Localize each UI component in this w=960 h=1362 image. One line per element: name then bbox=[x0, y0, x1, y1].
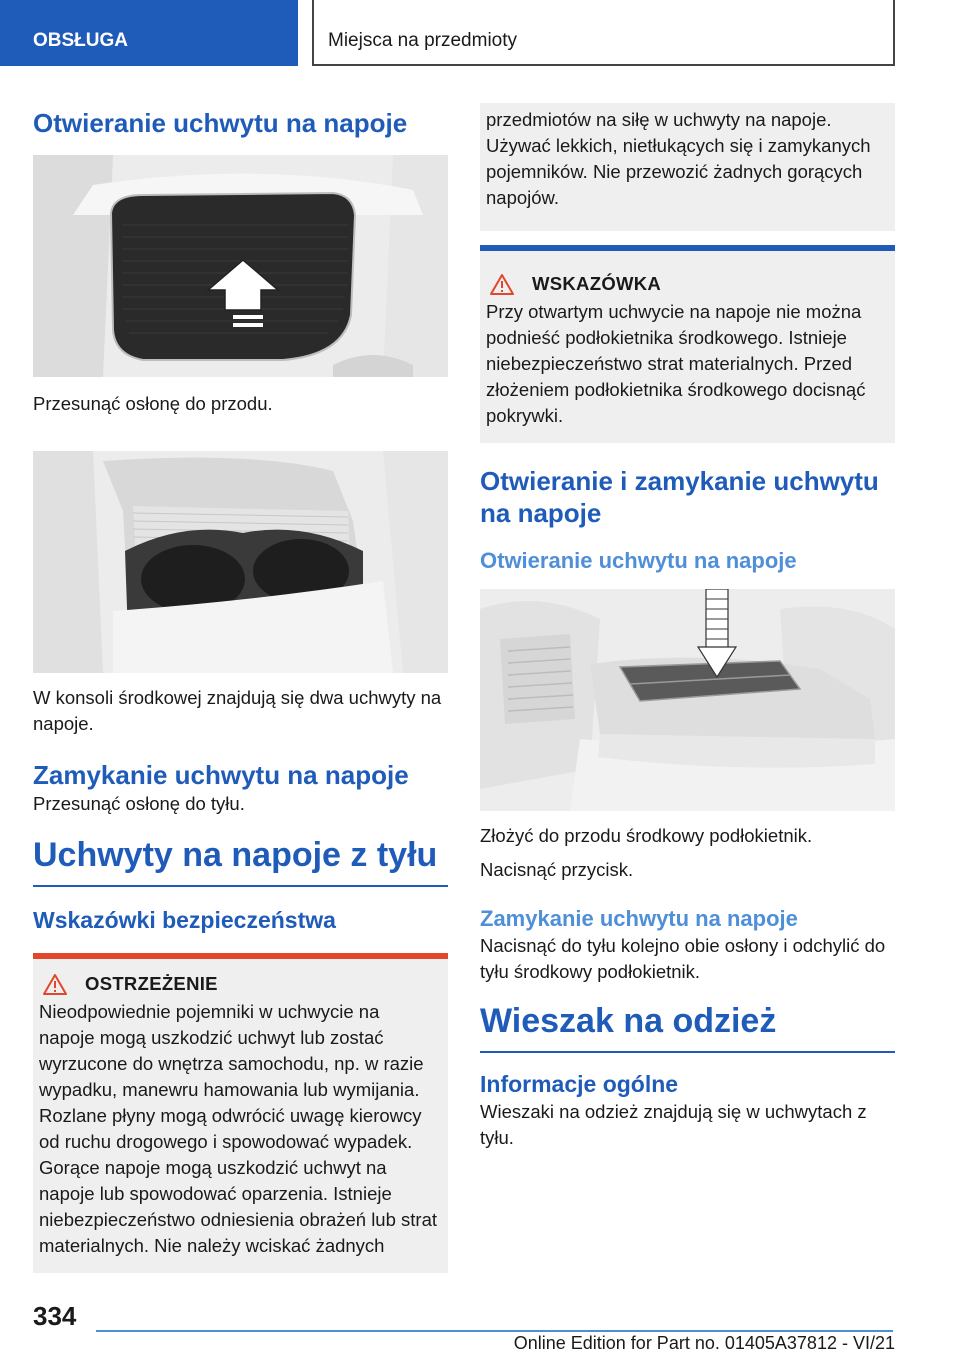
warning-header bbox=[39, 973, 440, 995]
chapter-title: Miejsca na przedmioty bbox=[312, 0, 895, 66]
left-column bbox=[33, 95, 448, 1273]
warning-text: Nieodpowiednie pojemniki w uchwycie na napoje mogą uszkodzić uchwyt lub zostać wyrzucone do wnętrza samochodu, np. w razie wypadku, manewru hamowania lub wymijania. Rozlane płyny mogą odwrócić uwagę kierowcy od ruchu drogowego i spowodować wypadek. Gorące napoje mogą uszkodzić uchwyt na napoje lub spowodować oparzenia. Istnieje niebezpieczeństwo odniesienia obrażeń lub strat materialnych. Nie należy wciskać żadnych bbox=[39, 1001, 438, 1256]
right-column bbox=[480, 103, 895, 1151]
page-number: 334 bbox=[33, 1301, 77, 1331]
notice-text: Przy otwartym uchwycie na napoje nie można podnieść podłokietnika środkowego. Istnieje niebezpieczeństwo strat materialnych. Przed złożeniem podłokietnika środkowego docisnąć pokrywki. bbox=[486, 301, 866, 426]
heading-open-sub: Otwieranie uchwytu na napoje bbox=[480, 548, 797, 573]
warning-title: OSTRZEŻENIE bbox=[85, 973, 218, 994]
warning-text-continued: przedmiotów na siłę w uchwyty na napoje. Używać lekkich, nietłukących się i zamykanych pojemników. Nie przewozić żadnych gorących napojów. bbox=[486, 109, 871, 208]
photo-console-cover bbox=[33, 155, 448, 377]
photo-cupholders bbox=[33, 451, 448, 673]
step-fold-armrest: Złożyć do przodu środkowy podłokietnik. bbox=[480, 825, 813, 846]
warning-triangle-icon bbox=[43, 973, 67, 995]
notice-header bbox=[486, 273, 887, 295]
text-general: Wieszaki na odzież znajdują się w uchwytach z tyłu. bbox=[480, 1101, 867, 1148]
section-tab: OBSŁUGA bbox=[0, 0, 298, 66]
step-press-button: Nacisnąć przycisk. bbox=[480, 859, 634, 880]
heading-close-sub: Zamykanie uchwytu na napoje bbox=[480, 906, 798, 931]
warning-triangle-icon bbox=[490, 273, 514, 295]
warning-box-continued bbox=[480, 103, 895, 231]
notice-box bbox=[480, 245, 895, 443]
heading-close-holder: Zamykanie uchwytu na napoje bbox=[33, 760, 409, 790]
heading-open-holder: Otwieranie uchwytu na napoje bbox=[33, 108, 408, 138]
heading-coat-hook: Wieszak na odzież bbox=[480, 1001, 895, 1053]
caption-two-holders: W konsoli środkowej znajdują się dwa uchwyty na napoje. bbox=[33, 687, 442, 734]
caption-slide-cover: Przesunąć osłonę do przodu. bbox=[33, 393, 273, 414]
warning-box bbox=[33, 953, 448, 1273]
footer-divider bbox=[96, 1330, 893, 1332]
text-close-sub: Nacisnąć do tyłu kolejno obie osłony i odchylić do tyłu środkowy podłokietnik. bbox=[480, 935, 886, 982]
text-slide-back: Przesunąć osłonę do tyłu. bbox=[33, 793, 245, 814]
heading-rear-holders: Uchwyty na napoje z tyłu bbox=[33, 835, 448, 887]
footer-edition: Online Edition for Part no. 01405A37812 - VI/21 bbox=[513, 1333, 895, 1353]
heading-safety: Wskazówki bezpieczeństwa bbox=[33, 907, 336, 933]
heading-open-close: Otwieranie i zamykanie uchwytu na napoje bbox=[480, 466, 879, 528]
photo-rear-armrest bbox=[480, 589, 895, 811]
heading-general: Informacje ogólne bbox=[480, 1071, 679, 1097]
notice-title: WSKAZÓWKA bbox=[532, 273, 662, 294]
